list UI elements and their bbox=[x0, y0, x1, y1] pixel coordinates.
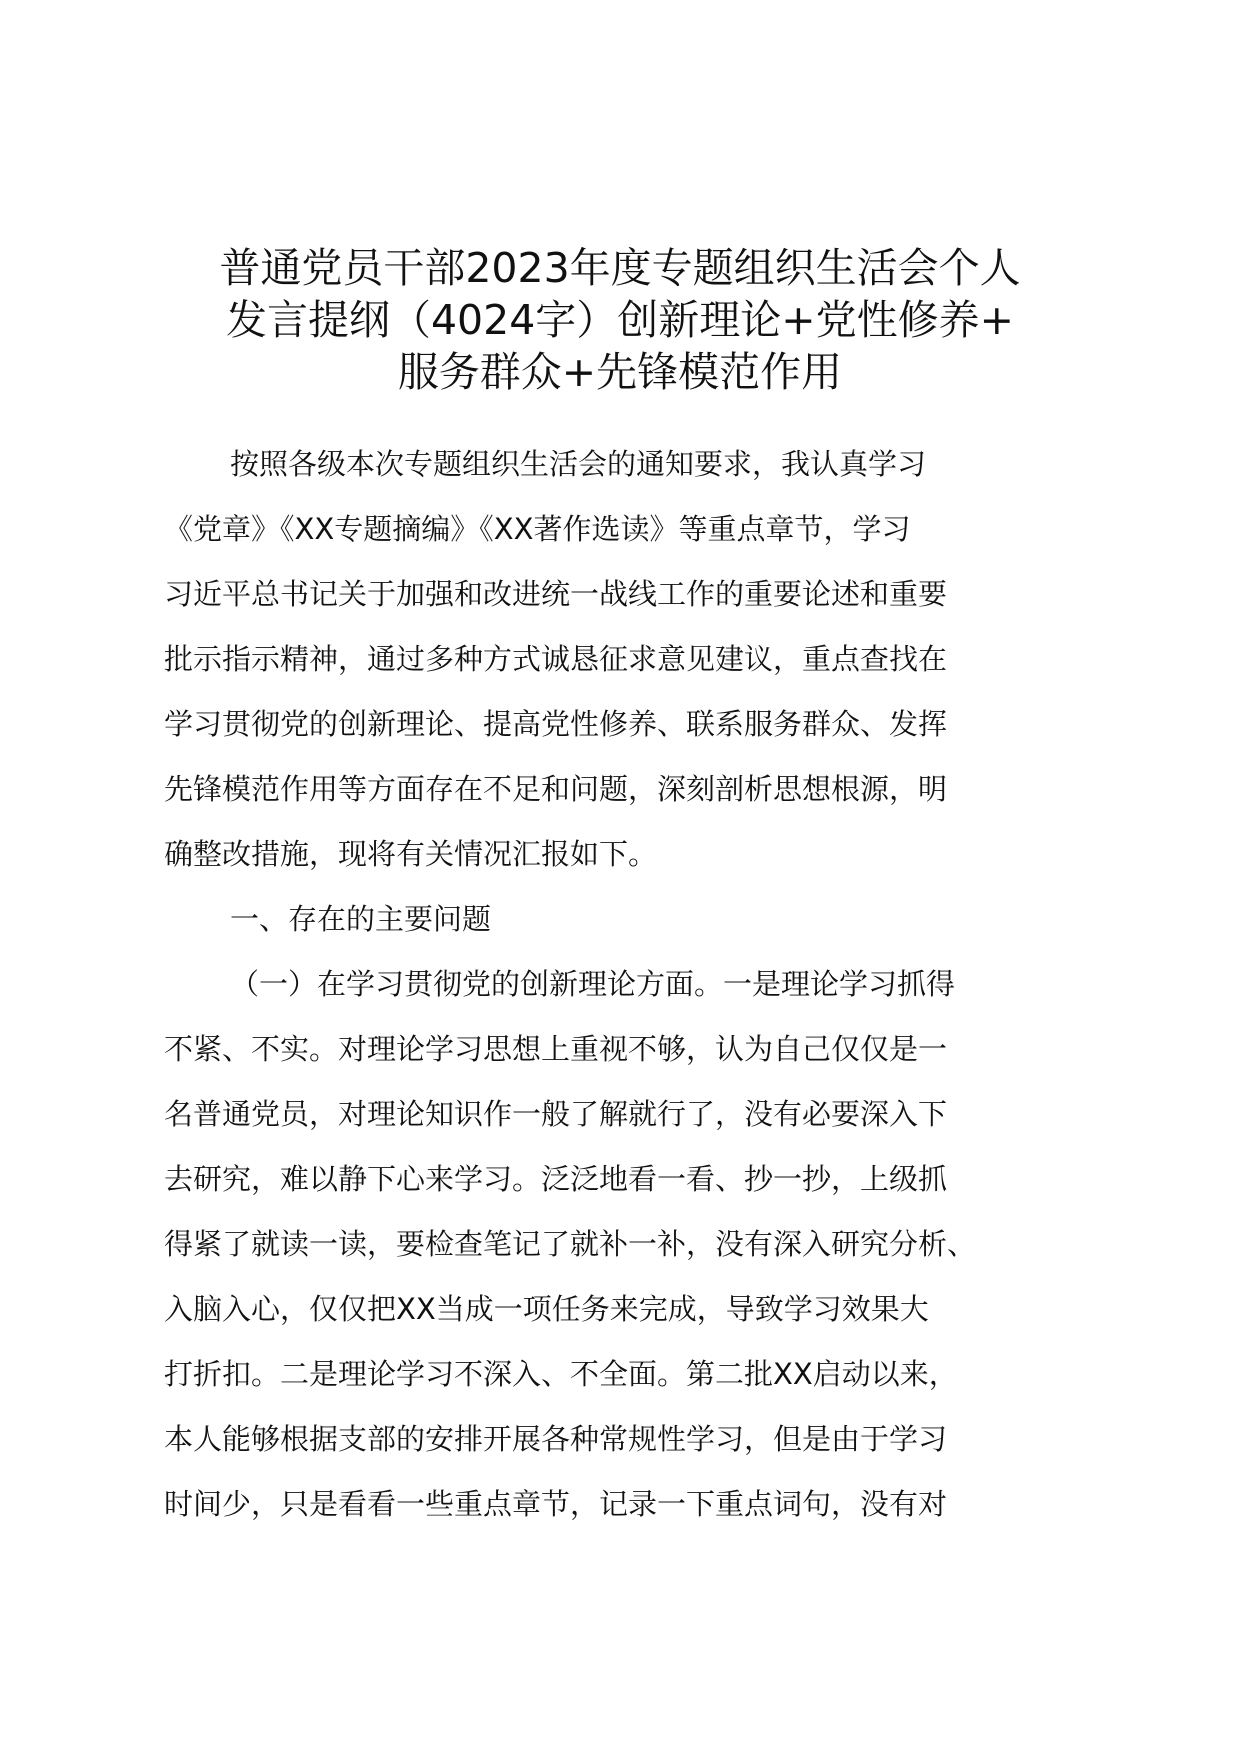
intro-line: 《党章》《XX专题摘编》《XX著作选读》等重点章节，学习 bbox=[164, 512, 911, 546]
intro-line: 确整改措施，现将有关情况汇报如下。 bbox=[164, 837, 658, 871]
intro-line: 批示指示精神，通过多种方式诚恳征求意见建议，重点查找在 bbox=[164, 642, 948, 676]
paragraph-line: 得紧了就读一读，要检查笔记了就补一补，没有深入研究分析、 bbox=[164, 1227, 977, 1261]
title-line-3: 服务群众+先锋模范作用 bbox=[397, 348, 843, 396]
paragraph-line: 去研究，难以静下心来学习。泛泛地看一看、抄一抄，上级抓 bbox=[164, 1162, 948, 1196]
paragraph-line: 时间少，只是看看一些重点章节，记录一下重点词句，没有对 bbox=[164, 1487, 948, 1521]
paragraph-line: （一）在学习贯彻党的创新理论方面。一是理论学习抓得 bbox=[230, 967, 956, 1001]
section-heading: 一、存在的主要问题 bbox=[230, 902, 492, 936]
paragraph-line: 本人能够根据支部的安排开展各种常规性学习，但是由于学习 bbox=[164, 1422, 948, 1456]
paragraph-line: 名普通党员，对理论知识作一般了解就行了，没有必要深入下 bbox=[164, 1097, 948, 1131]
intro-line: 习近平总书记关于加强和改进统一战线工作的重要论述和重要 bbox=[164, 577, 948, 611]
title-line-1: 普通党员干部2023年度专题组织生活会个人 bbox=[219, 244, 1021, 292]
title-line-2: 发言提纲（4024字）创新理论+党性修养+ bbox=[225, 296, 1015, 344]
paragraph-line: 入脑入心，仅仅把XX当成一项任务来完成，导致学习效果大 bbox=[164, 1292, 929, 1326]
document-body bbox=[164, 432, 1094, 1537]
intro-line: 学习贯彻党的创新理论、提高党性修养、联系服务群众、发挥 bbox=[164, 707, 948, 741]
paragraph-line: 不紧、不实。对理论学习思想上重视不够，认为自己仅仅是一 bbox=[164, 1032, 948, 1066]
document-title bbox=[150, 242, 1090, 398]
intro-line: 按照各级本次专题组织生活会的通知要求，我认真学习 bbox=[230, 447, 927, 481]
intro-line: 先锋模范作用等方面存在不足和问题，深刻剖析思想根源，明 bbox=[164, 772, 948, 806]
paragraph-line: 打折扣。二是理论学习不深入、不全面。第二批XX启动以来， bbox=[164, 1357, 958, 1391]
